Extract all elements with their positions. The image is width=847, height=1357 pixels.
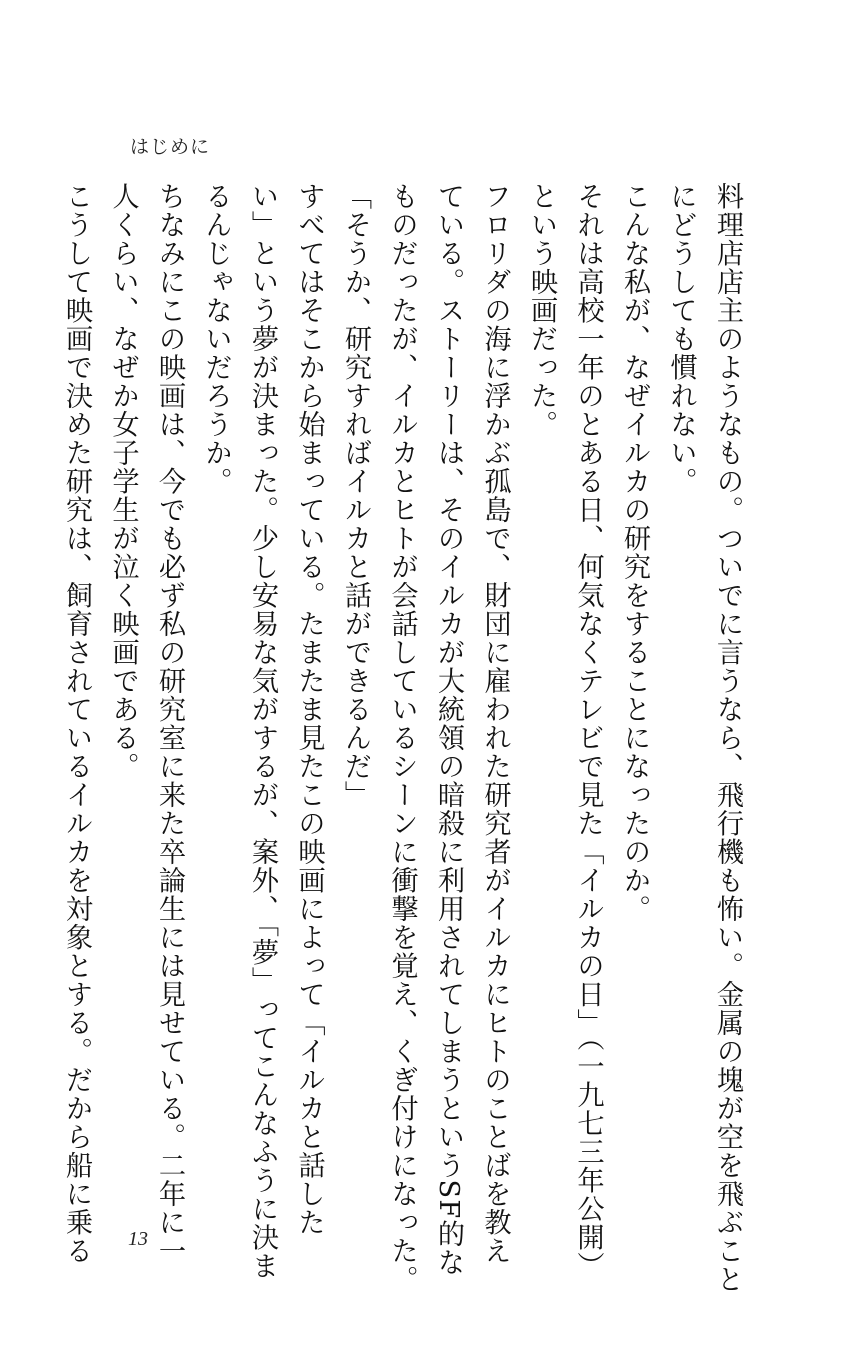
text-line: ている。ストーリーは、そのイルカが大統領の暗殺に利用されてしまうというSF的な [433,182,464,1277]
text-line: こうして映画で決めた研究は、飼育されているイルカを対象とする。だから船に乗る [61,182,92,1265]
text-line: ちなみにこの映画は、今でも必ず私の研究室に来た卒論生には見せている。二年に一 [154,182,185,1265]
text-line: 人くらい、なぜか女子学生が泣く映画である。 [107,182,139,781]
text-line: という映画だった。 [526,182,557,439]
text-line: い」という夢が決まった。少し安易な気がするが、案外、「夢」ってこんなふうに決ま [247,182,278,1280]
text-line: 料理店店主のようなもの。ついでに言うなら、飛行機も怖い。金属の塊が空を飛ぶこと [712,182,743,1294]
text-line: それは高校一年のとある日、何気なくテレビで見た「イルカの日」（一九七三年公開） [572,182,604,1280]
text-line: にどうしても慣れない。 [665,182,697,496]
text-line: こんな私が、なぜイルカの研究をすることになったのか。 [619,182,650,923]
page-number: 13 [128,1228,148,1250]
text-line: るんじゃないだろうか。 [200,182,232,496]
text-line: ものだったが、イルカとヒトが会話しているシーンに衝撃を覚え、くぎ付けになった。 [386,182,418,1294]
text-line: すべてはそこから始まっている。たまたま見たこの映画によって「イルカと話した [293,182,325,1237]
running-head: はじめに [130,136,211,158]
text-line: フロリダの海に浮かぶ孤島で、財団に雇われた研究者がイルカにヒトのことばを教え [479,182,511,1265]
text-line: 「そうか、研究すればイルカと話ができるんだ」 [340,182,371,809]
